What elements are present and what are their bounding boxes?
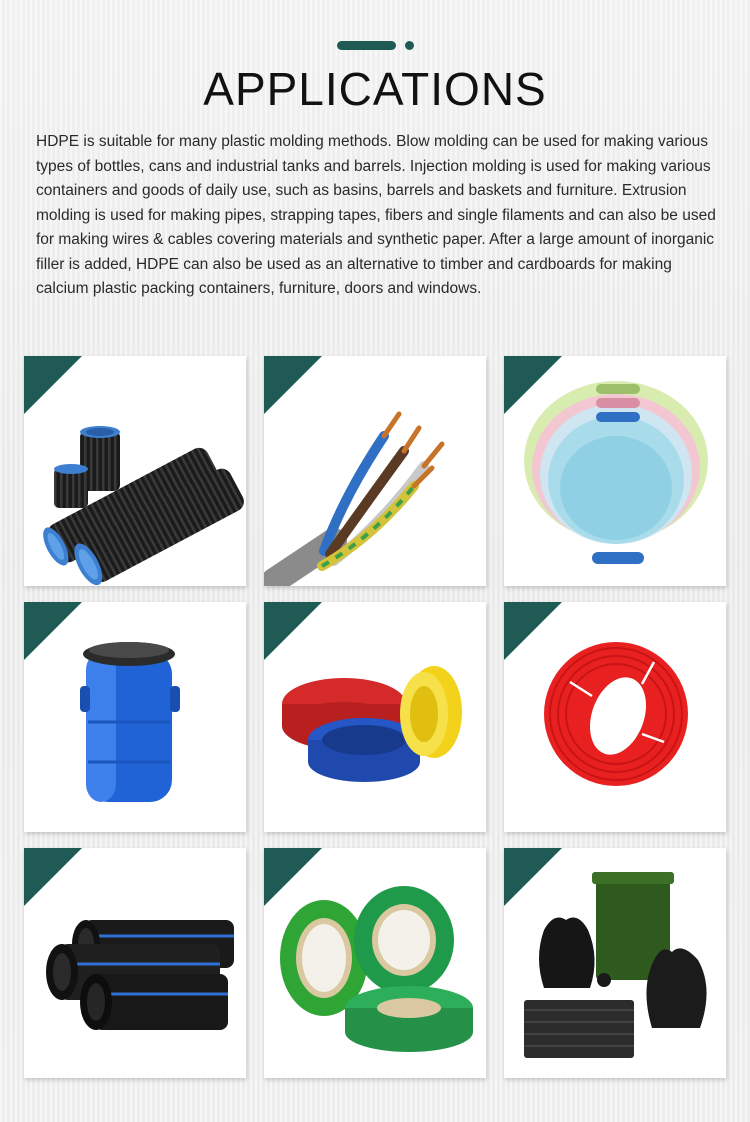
gallery-card-black-pipe [24, 848, 246, 1078]
gallery-card-plastic-basin [504, 356, 726, 586]
electric-cable-image [264, 356, 486, 586]
bottle-caps-image [264, 602, 486, 832]
gallery-card-electric-cable [264, 356, 486, 586]
blue-barrel-image [24, 602, 246, 832]
gallery-card-garbage-bag-bin [504, 848, 726, 1078]
red-pipe-coil-image [504, 602, 726, 832]
decoration-dot [405, 41, 414, 50]
page-title: APPLICATIONS [203, 63, 547, 115]
gallery-card-blue-barrel [24, 602, 246, 832]
gallery-card-bottle-caps [264, 602, 486, 832]
gallery-card-red-pipe-coil [504, 602, 726, 832]
gallery-card-green-strapping [264, 848, 486, 1078]
decoration-bar [337, 41, 396, 50]
green-strapping-image [264, 848, 486, 1078]
corrugated-pipe-image [24, 356, 246, 586]
black-pipe-image [24, 848, 246, 1078]
description-paragraph: HDPE is suitable for many plastic molding methods. Blow molding can be used for making various types of bottles, cans and industrial tanks and barrels. Injection molding is used for making various containers and goods of daily use, such as basins, barrels and baskets and furniture. Extrusion molding is used for making pipes, strapping tapes, fibers and single filaments and can also be used for making wires & cables covering materials and synthetic paper. After a large amount of inorganic filler is added, HDPE can also be used as an alternative to timber and cardboards for making calcium plastic packing containers, furniture, doors and windows. [36, 133, 716, 297]
garbage-bag-bin-image [504, 848, 726, 1078]
gallery-card-corrugated-pipe [24, 356, 246, 586]
applications-gallery [24, 356, 726, 1078]
plastic-basin-image [504, 356, 726, 586]
header-decoration [337, 41, 423, 51]
